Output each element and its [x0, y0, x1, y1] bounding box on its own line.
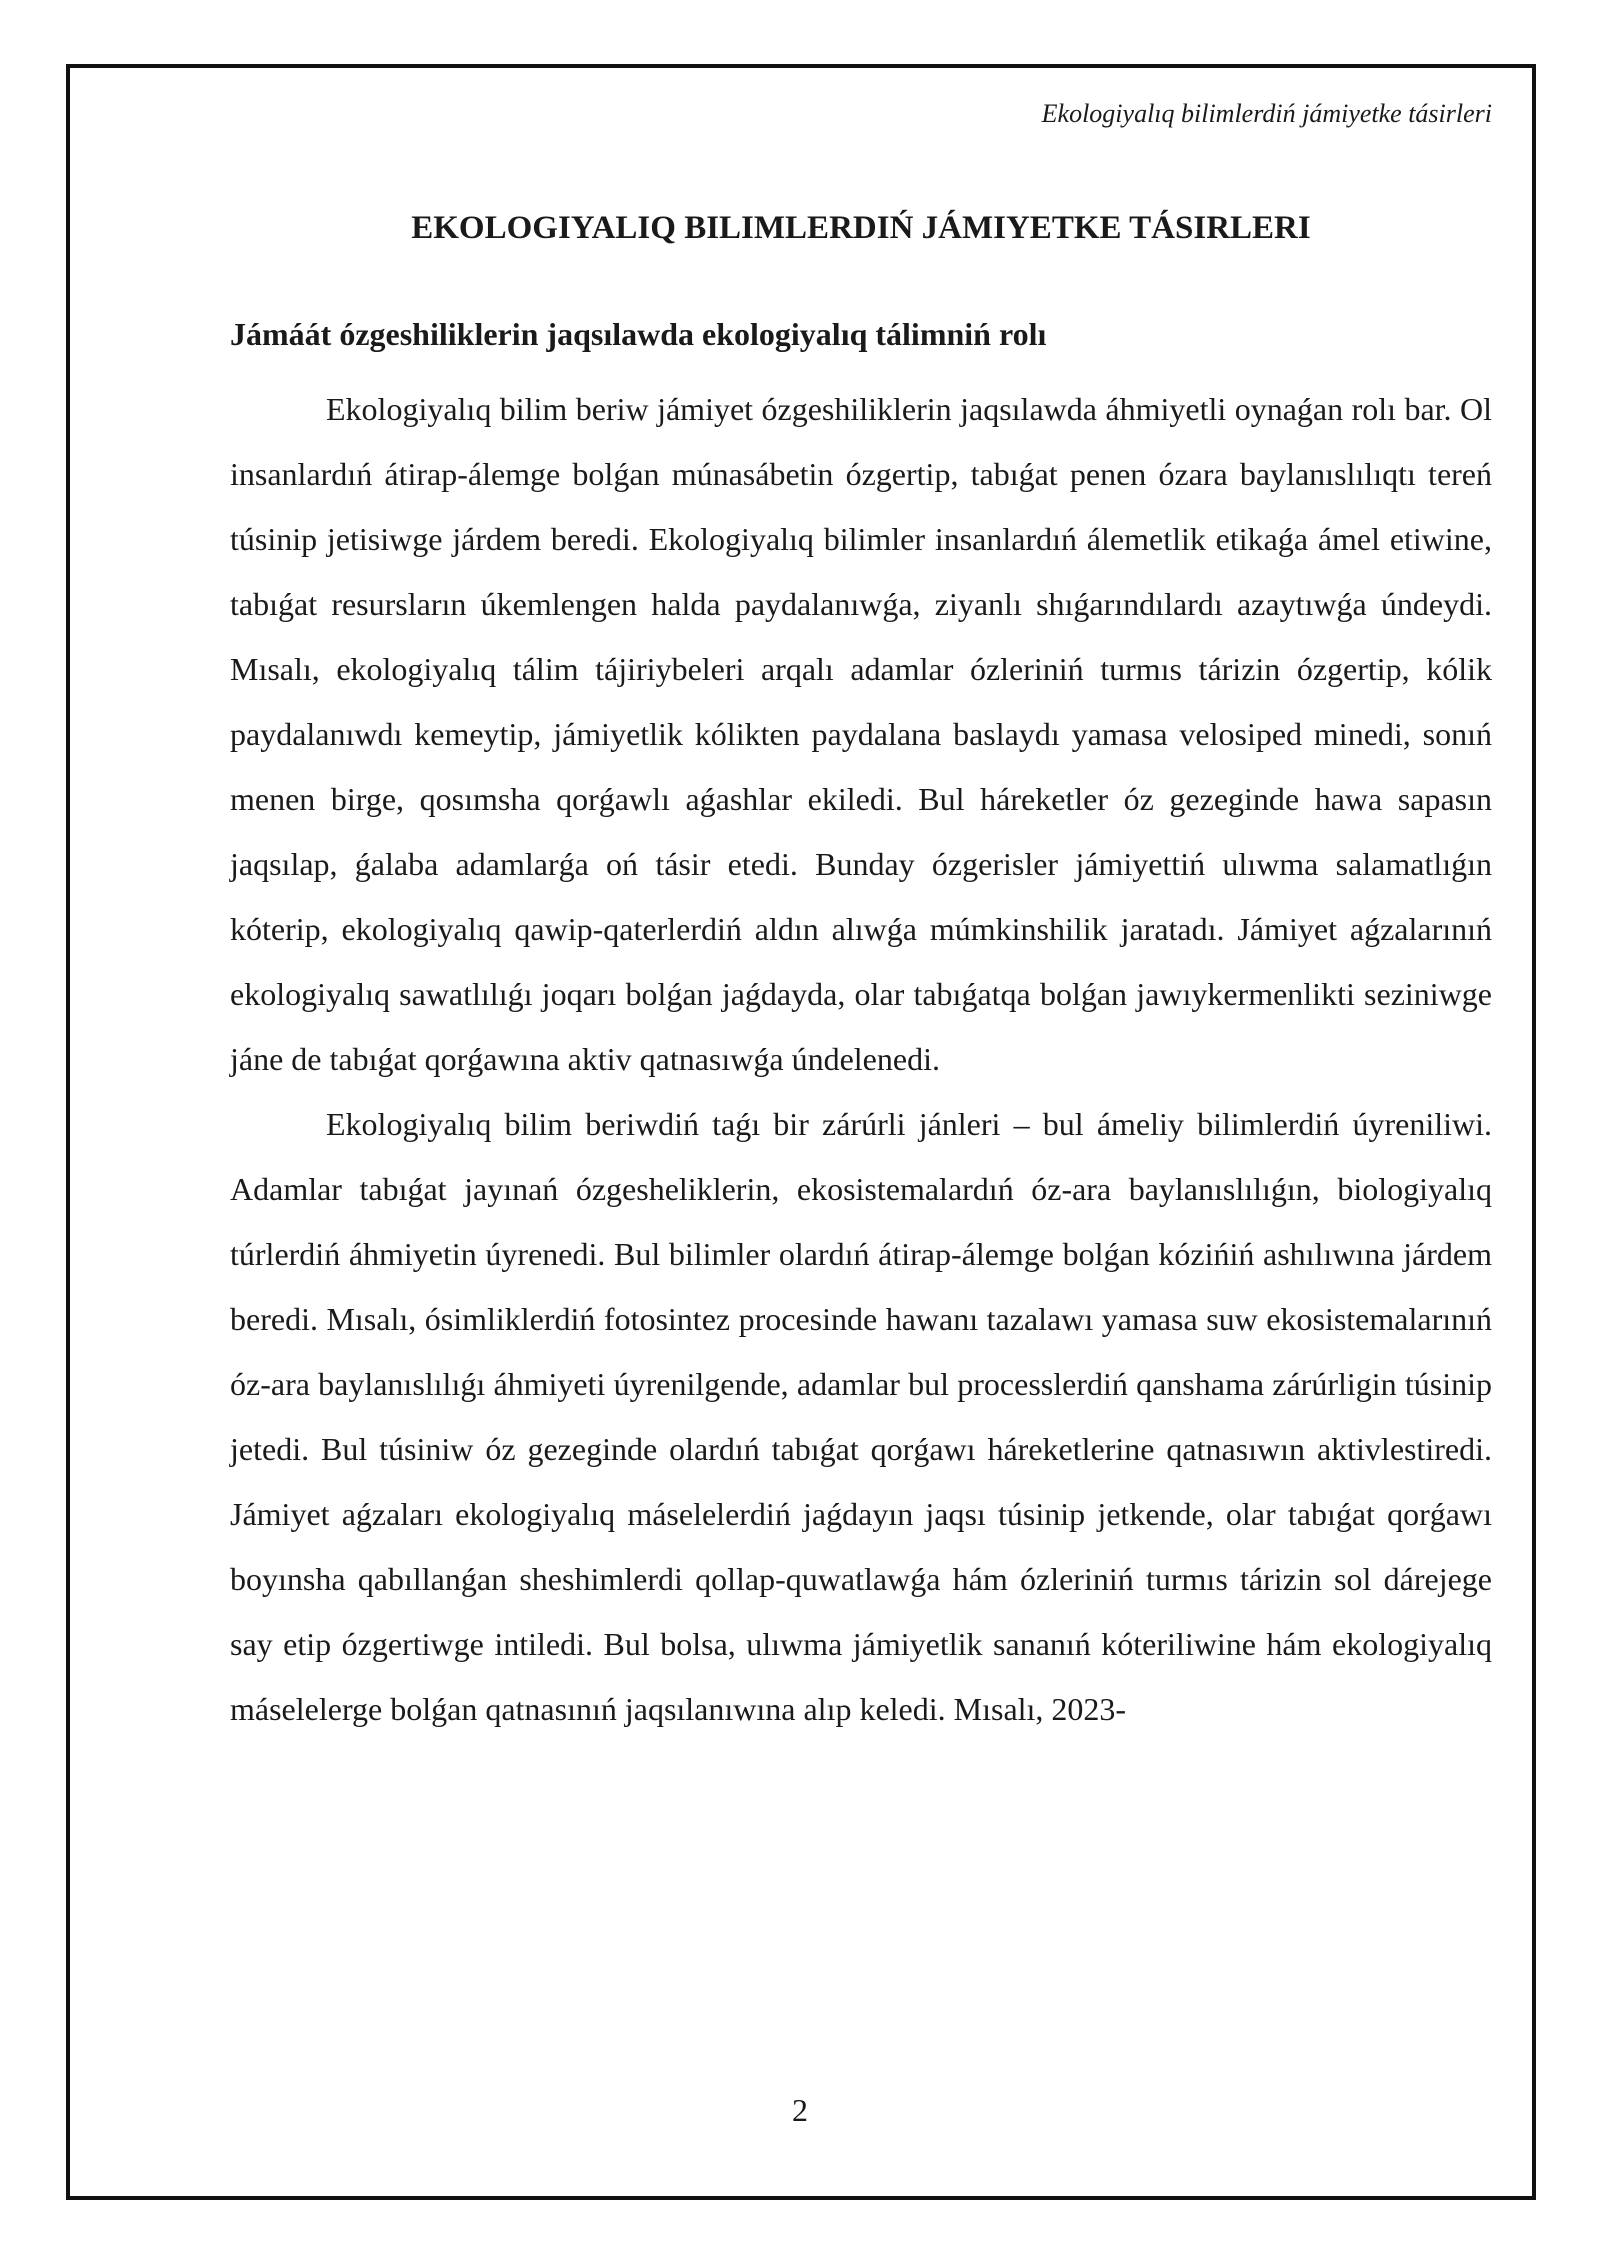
- document-title: EKOLOGIYALIQ BILIMLERDIŃ JÁMIYETKE TÁSIRLERI: [411, 210, 1311, 247]
- body-paragraph-1: Ekologiyalıq bilim beriw jámiyet ózgeshiliklerin jaqsılawda áhmiyetli oynaǵan rolı bar. Ol insanlardıń átirap-álemge bolǵan múnasábetin ózgertip, tabıǵat penen ózara baylanıslılıqtı tereń túsinip jetisiwge járdem beredi. Ekologiyalıq bilimler insanlardıń álemetlik etikaǵa ámel etiwine, tabıǵat resursların úkemlengen halda paydalanıwǵa, ziyanlı shıǵarındılardı azaytıwǵa úndeydi. Mısalı, ekologiyalıq tálim tájiriybeleri arqalı adamlar ózleriniń turmıs tárizin ózgertip, kólik paydalanıwdı kemeytip, jámiyetlik kólikten paydalana baslaydı yamasa velosiped minedi, sonıń menen birge, qosımsha qorǵawlı aǵashlar ekiledi. Bul háreketler óz gezeginde hawa sapasın jaqsılap, ǵalaba adamlarǵa oń tásir etedi. Bunday ózgerisler jámiyettiń ulıwma salamatlıǵın kóterip, ekologiyalıq qawip-qaterlerdiń aldın alıwǵa múmkinshilik jaratadı. Jámiyet aǵzalarınıń ekologiyalıq sawatlılıǵı joqarı bolǵan jaǵdayda, olar tabıǵatqa bolǵan jawıykermenlikti seziniwge jáne de tabıǵat qorǵawına aktiv qatnasıwǵa úndelenedi.: [230, 391, 1492, 1078]
- section-heading: Jámáát ózgeshiliklerin jaqsılawda ekologiyalıq tálimniń rolı: [230, 315, 1047, 352]
- page-number: 2: [792, 2092, 808, 2128]
- body-paragraph-2: Ekologiyalıq bilim beriwdiń taǵı bir zárúrli jánleri – bul ámeliy bilimlerdiń úyreniliwi. Adamlar tabıǵat jayınań ózgesheliklerin, ekosistemalardıń óz-ara baylanıslılıǵın, biologiyalıq túrlerdiń áhmiyetin úyrenedi. Bul bilimler olardıń átirap-álemge bolǵan kózińiń ashılıwına járdem beredi. Mısalı, ósimliklerdiń fotosintez procesinde hawanı tazalawı yamasa suw ekosistemalarınıń óz-ara baylanıslılıǵı áhmiyeti úyrenilgende, adamlar bul processlerdiń qanshama zárúrligin túsinip jetedi. Bul túsiniw óz gezeginde olardıń tabıǵat qorǵawı háreketlerine qatnasıwın aktivlestiredi. Jámiyet aǵzaları ekologiyalıq máselelerdiń jaǵdayın jaqsı túsinip jetkende, olar tabıǵat qorǵawı boyınsha qabıllanǵan sheshimlerdi qollap-quwatlawǵa hám ózleriniń turmıs tárizin sol dárejege say etip ózgertiwge intiledi. Bul bolsa, ulıwma jámiyetlik sananıń kóteriliwine hám ekologiyalıq máselelerge bolǵan qatnasınıń jaqsılanıwına alıp keledi. Mısalı, 2023-: [230, 1106, 1492, 1728]
- running-header: Ekologiyalıq bilimlerdiń jámiyetke tásirleri: [1041, 99, 1492, 128]
- document-page: [230, 64, 1492, 1742]
